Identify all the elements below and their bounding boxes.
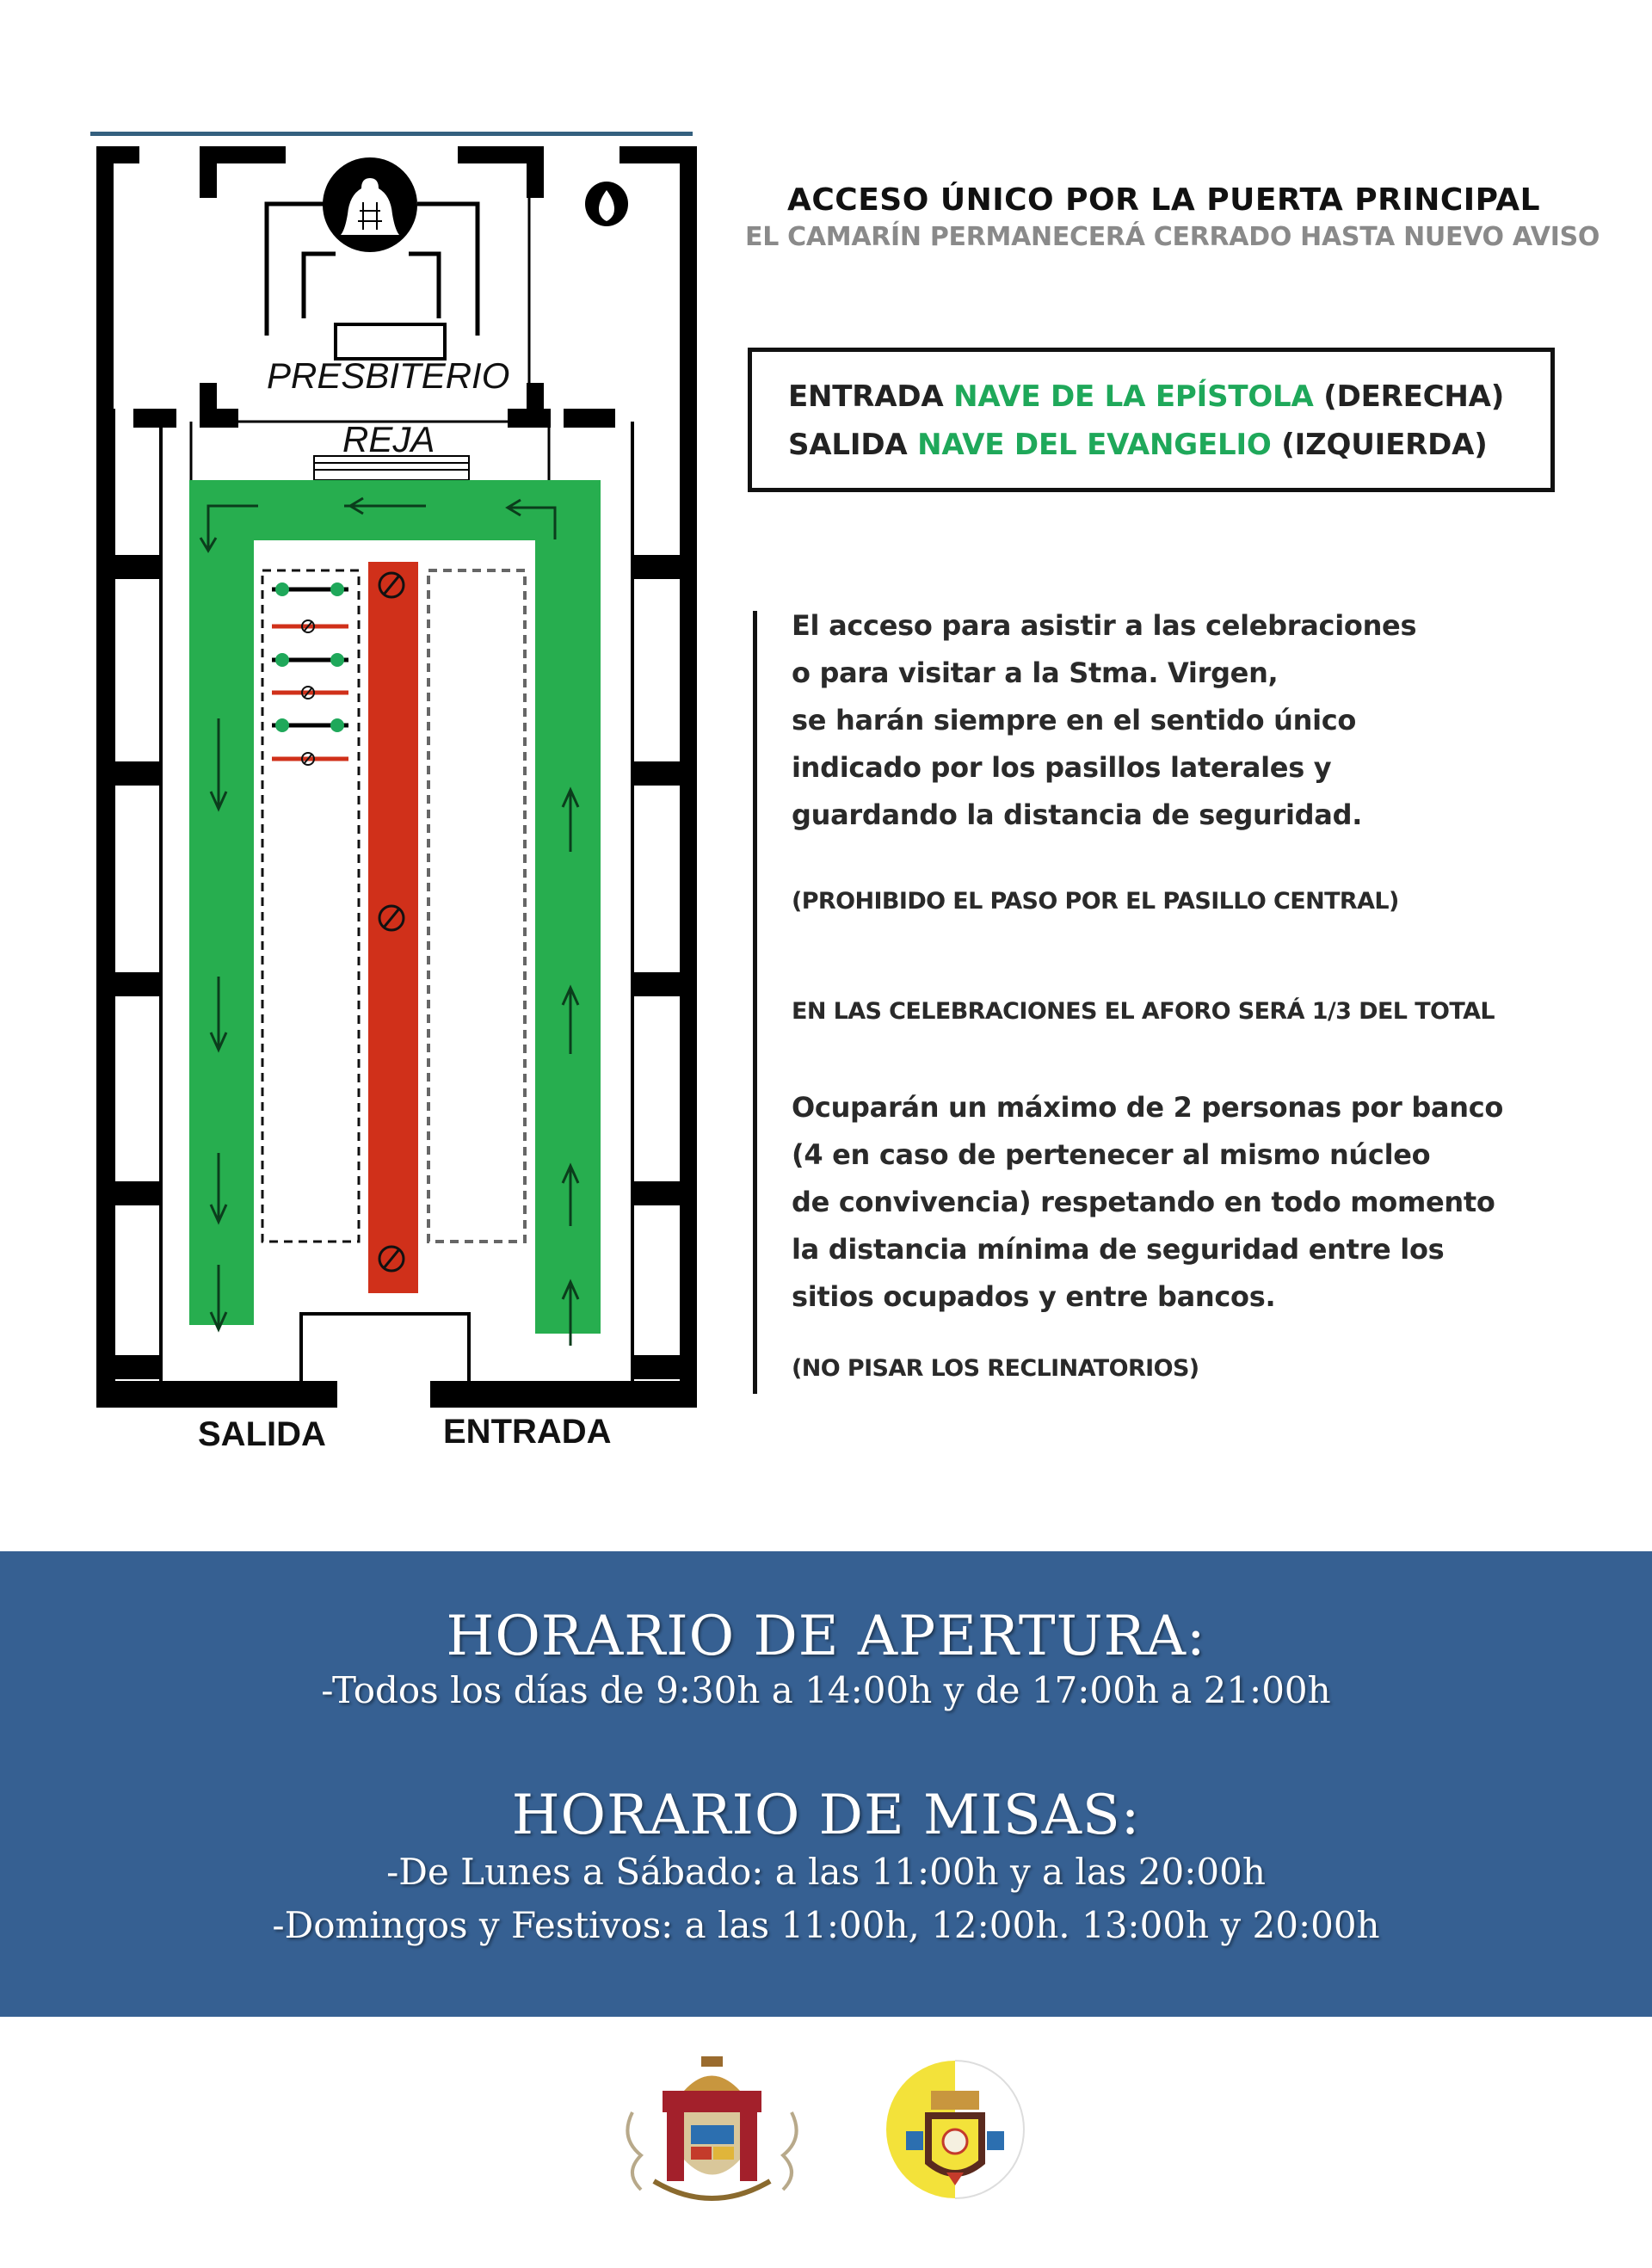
opening-hours-line: -Todos los días de 9:30h a 14:00h y de 17:00h a 21:00h: [321, 1669, 1331, 1711]
info-divider: [753, 611, 757, 1394]
presbiterio-label: PRESBITERIO: [267, 355, 510, 396]
seating-line: de convivencia) respetando en todo momento: [792, 1186, 1495, 1218]
kneeler-note: (NO PISAR LOS RECLINATORIOS): [792, 1355, 1199, 1382]
seating-line: (4 en caso de pertenecer al mismo núcleo: [792, 1138, 1431, 1171]
exit-direction: [788, 428, 1488, 462]
seating-paragraph: [792, 1084, 1503, 1321]
pew-block-right: [428, 570, 525, 1242]
access-paragraph: [792, 602, 1416, 839]
pew-allowed: [272, 582, 348, 596]
route-left-exit: [189, 480, 254, 1325]
central-aisle-note: (PROHIBIDO EL PASO POR EL PASILLO CENTRAL): [792, 888, 1399, 915]
flame-icon: [585, 182, 628, 226]
floor-plan-drawing: [86, 125, 706, 1467]
mass-schedule-line: -De Lunes a Sábado: a las 11:00h y a las 20:00h: [386, 1851, 1266, 1893]
coat-of-arms-icon: [615, 2052, 809, 2207]
pew-block-left: [262, 570, 359, 1242]
main-notice-title: ACCESO ÚNICO POR LA PUERTA PRINCIPAL: [787, 182, 1541, 218]
direction-box: [748, 348, 1555, 492]
top-rule: [90, 132, 693, 136]
access-line: o para visitar a la Stma. Virgen,: [792, 656, 1279, 689]
access-line: El acceso para asistir a las celebraciones: [792, 609, 1417, 642]
access-line: guardando la distancia de seguridad.: [792, 798, 1363, 831]
entrada-label: ENTRADA: [443, 1413, 612, 1451]
opening-hours-title: HORARIO DE APERTURA:: [446, 1605, 1206, 1668]
exit-side: (IZQUIERDA): [1271, 428, 1488, 462]
entry-direction: [788, 379, 1504, 414]
mass-schedule-title: HORARIO DE MISAS:: [511, 1784, 1141, 1847]
seating-line: la distancia mínima de seguridad entre los: [792, 1233, 1445, 1266]
access-line: se harán siempre en el sentido único: [792, 704, 1357, 736]
exit-nave: NAVE DEL EVANGELIO: [917, 428, 1272, 462]
pew-blocked: [272, 620, 348, 632]
church-floor-plan: [86, 125, 706, 1467]
brotherhood-seal-icon: [878, 2052, 1028, 2207]
seating-line: Ocuparán un máximo de 2 personas por banco: [792, 1091, 1504, 1124]
pew-blocked: [272, 753, 348, 765]
reja-label: REJA: [342, 419, 435, 459]
seating-line: sitios ocupados y entre bancos.: [792, 1280, 1276, 1313]
entry-side: (DERECHA): [1313, 379, 1505, 414]
pew-allowed: [272, 653, 348, 667]
mass-schedule-line: -Domingos y Festivos: a las 11:00h, 12:00h. 13:00h y 20:00h: [272, 1904, 1380, 1946]
route-right-entry: [535, 480, 601, 1334]
salida-label: SALIDA: [198, 1415, 326, 1453]
central-aisle-forbidden: [368, 562, 418, 1293]
access-line: indicado por los pasillos laterales y: [792, 751, 1332, 784]
pew-allowed: [272, 718, 348, 732]
entry-nave: NAVE DE LA EPÍSTOLA: [953, 379, 1314, 414]
pew-blocked: [272, 687, 348, 699]
exit-prefix: SALIDA: [788, 428, 918, 462]
main-notice-subtitle: EL CAMARÍN PERMANECERÁ CERRADO HASTA NUEVO AVISO: [745, 222, 1600, 252]
capacity-notice: EN LAS CELEBRACIONES EL AFORO SERÁ 1/3 DEL TOTAL: [792, 998, 1495, 1025]
schedule-banner: [0, 1551, 1652, 2017]
virgin-medallion-icon: [323, 157, 417, 252]
entry-prefix: ENTRADA: [788, 379, 954, 414]
